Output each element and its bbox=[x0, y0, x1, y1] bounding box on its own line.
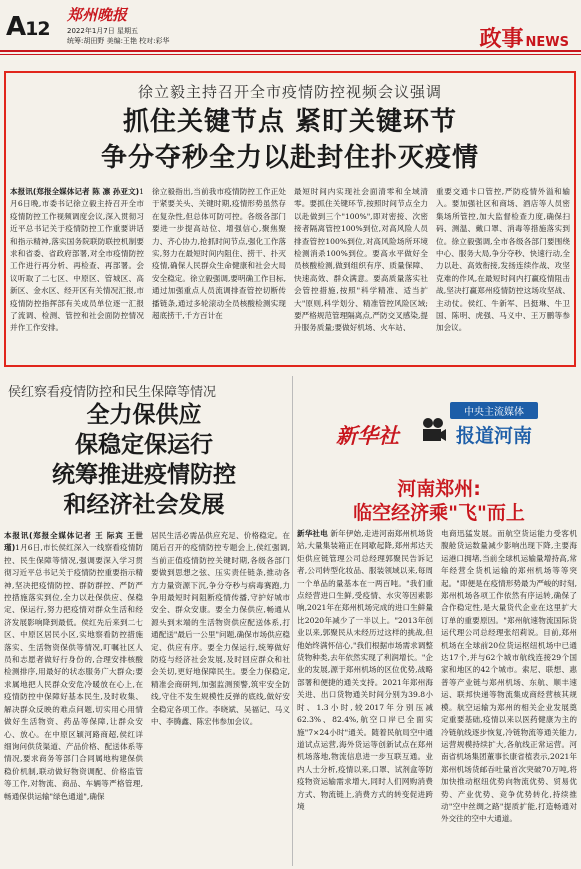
story2-headline-line1: 全力保供应 bbox=[86, 402, 202, 428]
lead-kicker: 徐立毅主持召开全市疫情防控视频会议强调 bbox=[137, 83, 442, 101]
lead-col-2: 徐立毅指出,当前我市疫情防控工作正处于紧要关头、关键时期,疫情形势虽然存在复杂性,但总体可防可控。各级各部门要进一步提高站位、增强信心,聚焦聚力、齐心协力,抢抓时间节点,强化工作落实,努力在最短时间内阻住、捞干、扑灭疫情,确保人民群众生命健康和社会大局安全稳定。徐立毅强调,要明确工作目标,通过加强重点人员流调排查管控切断传播链条,通过多轮滚动全员核酸检测实现超底捞干,千方百计在 bbox=[152, 187, 286, 321]
page-num: 12 bbox=[25, 18, 50, 40]
story3-col-1 bbox=[297, 528, 433, 864]
header-rule-thin bbox=[0, 54, 581, 55]
story3-kicker: 河南郑州: bbox=[397, 478, 481, 500]
lead-headline-line1: 抓住关键节点 紧盯关键环节 bbox=[122, 107, 458, 137]
story2-col-1-text: 1月6日,市长侯红深入一线察看疫情防控、民生保障等情况,强调要深入学习贯彻习近平总书记关于疫情防控重要指示精神,坚决把疫情防控、群防群控、严防严控措施落实到位,全力以赴保供应、保稳定、保运行,努力把疫情对群众生活和经济发展影响降到最低。侯红先后来到二七区、中原区居民小区,实地察看防控措施落实、生活物资保供等情况,叮嘱社区人员和志愿者做好行身份的,合理安排核酸检测排序,用最好的状态服务广大群众;要求属地把人民群众安危冷暖放在心上,在疫情防控中保障好基本民生,及时收集、解决群众反映的难点问题,切实用心用情做好生活物资、药品等保障,让群众安心、放心。在中原区颖河路商超,侯红详细询问供货渠道、产品价格、配送体系等情况,要求商务等部门合同属地构建保供稳价机制,联动做好物资调配、价格监管等工作,对物流、商品、车辆等严格管理,畅通保供运输"绿色通道",确保 bbox=[4, 543, 143, 801]
page-prefix: A bbox=[6, 12, 26, 42]
issue-date: 2022年1月7日 星期五 bbox=[67, 27, 138, 35]
column-divider bbox=[292, 376, 293, 866]
story3-col-1-text: 新年伊始,走进河南郑州机场货站,大量集装箱正在同歇起降,郑州邦达天炬供应链管理公司总经理郭聚民告诉记者,公司转型化妆品、服装领域以来,每周一个单品的量基本在一两百吨。"我们重点经营进口生鲜,受疫情、水灾等因素影响,2021年在郑州机场完成的进口生鲜量比2020年减少了一半以上。"2013年创业以来,郭聚民从未经历过这样的挑战,但他始终满怀信心,"我们根据市场需求调整货物种类,去年依然实现了利润增长。"企业的发展,源于郑州机场的区位优势,战略部署和便捷的通关支持。2021年郑州海关进、出口货物通关时间分别为39.8小时、1.3小时,较2017年分别压减62.3%、82.4%,航空口岸已全面实施"7×24小时"通关。随着民航局空中通道试点运营,海外货运等创新试点在郑州机场落地,物流信息进一步互联互通。业内人士分析,疫情以来,口罩、试剂盒等防疫物资运输需求增大,同时人们网购消费方式、物流链上,消费方式的转变促进跨境 bbox=[297, 529, 433, 811]
section-label bbox=[480, 22, 569, 53]
story2-headline-line3: 统筹推进疫情防控 bbox=[52, 462, 236, 488]
page-header bbox=[0, 0, 581, 58]
editors-line: 统筹:胡田野 美编:王艳 校对:彩华 bbox=[67, 37, 170, 45]
lead-headline bbox=[6, 104, 574, 176]
lead-col-1 bbox=[10, 186, 144, 361]
xinhua-logo: 新华社 bbox=[336, 423, 399, 448]
story3-col-2: 电商迅猛发展。而航空货运能力受客机腹舱货运数量减少影响出现下降,主要海运港口拥堵,当前全球机运输量增持高,常年经营全货机运输的郑州机场等等突起。"即便是在疫情形势最为严峻的时刻,郑州机场各项工作依然有序运转,确保了合作稳定性,是大量货代企业在这里扩大订单的重要原因。"郑州航速物流国际货运代理公司总经理张绍莉说。目前,郑州机场在全球前20位货运枢纽机场中已通达17个,并与62个城市航线连接29个国家和地区的42个城市。索尼、联想、惠普等产业链与郑州机场、东航、顺丰速运、联邦快递等物流集成商经营核其规模。航空运输为郑州的相关企业发展奠定重要基础,疫情以来以医药健康为主的冷链航线逐步恢复,冷链物流等通关能力,运营规模持续扩大,各航线正常运营。河南省机场集团董事长康省植表示,2021年郑州机场货邮吞吐量首次突破70万吨,将加快推动枢纽优势向物流优势、贸易优势、产业优势、竞争优势转化,持续推动"空中丝绸之路"提质扩能,打造畅通对外交往的空中大通道。 bbox=[441, 529, 577, 824]
story3-byline: 新华社电 bbox=[297, 529, 328, 538]
header-info bbox=[67, 26, 170, 46]
lead-col-1-text: 1月6日晚,市委书记徐立毅主持召开全市疫情防控工作视频调度会议,深入贯彻习近平总书记关于疫情防控工作重要讲话和指示精神,落实国务院联防联控机制要求和省委、省政府部署,对全市疫情防控工作进行再分析、再检查、再部署。会议听取了二七区、中原区、管城区、高新区、金水区、经开区有关情况汇报,市疫情防控指挥部有关成员单位逐一汇报了流调、检测、管控和社会面防控情况并作工作安排。 bbox=[10, 187, 144, 333]
media-badge bbox=[450, 402, 538, 452]
lead-col-3: 最短时间内实现社会面清零和全域清零。要抓住关键环节,按照时间节点全力以赴做到三个"100%",即对密接、次密接者隔离管控100%到位,对高风险人员排查管控100%到位,对高风险场所环境检测消杀100%到位。要高水平做好全员核酸检测,做到组织有序、质量保障、快速高效、群众满意。要高质量落实社会管控措施,按照"科学精准、适当扩大"原则,科学划分、精准管控风险区域;要严格规范管理隔离点,严防交叉感染,提升服务质量;要做好机场、火车站、 bbox=[294, 187, 428, 333]
section-en: NEWS bbox=[525, 35, 569, 50]
header-rule bbox=[0, 50, 581, 52]
badge-top-text: 中央主流媒体 bbox=[450, 402, 538, 419]
lead-byline: 本报讯(郑报全媒体记者 陈 凛 孙亚文) bbox=[10, 187, 140, 196]
badge-main-text: 报道河南 bbox=[455, 425, 532, 447]
story2-byline: 本报讯(郑报全媒体记者 王 际宾 王世瑾) bbox=[4, 531, 143, 553]
page-number bbox=[6, 12, 50, 42]
story2-headline bbox=[14, 400, 274, 520]
story2-headline-line2: 保稳定保运行 bbox=[75, 432, 213, 458]
story2-col-1 bbox=[4, 530, 143, 862]
story3-headline: 临空经济乘"飞"而上 bbox=[353, 502, 525, 524]
lead-headline-line2: 争分夺秒全力以赴封住扑灭疫情 bbox=[100, 143, 479, 173]
story2-col-2: 居民生活必需品供应充足、价格稳定。在随后召开的疫情防控专题会上,侯红强调,当前正值疫情防控关键时期,各级各部门要做到思想之弦、压实责任链条,推动各方力量资源下沉,争分夺秒与病毒赛跑,力争用最短时间阻断疫情传播,守护好城市安全、群众安康。要全力保供应,畅通从源头到末端的生活物资供应配送体系,打通配送"最后一公里"问题,确保市场供应稳定、供应有序。要全力保运行,统筹做好防疫与经济社会发展,及时回应群众和社会关切,更好地保障民生。要全力保稳定,精准会商研判,加强监测预警,筑牢安全防线,守住不发生规模性反弹的底线,做好安全稳定各项工作。李晓斌、吴福记、马义中、李腾鑫、陈宏伟参加会议。 bbox=[151, 531, 290, 727]
story2-kicker: 侯红察看疫情防控和民生保障等情况 bbox=[8, 385, 217, 400]
story3-body bbox=[297, 528, 577, 864]
lead-col-4: 重要交通卡口管控,严防疫情外溢和输入。要加强社区和商场、酒店等人员密集场所管控,加大监督检查力度,确保扫码、测温、戴口罩、消毒等措施落实到位。徐立毅强调,全市各级各部门要围绕中心、服务大局,争分夺秒、快速行动,全力以赴、高效衔接,发扬连续作战、攻坚克难的作风,在最短时间内打赢疫情阻击战,坚决打赢郑州疫情防控这场攻坚战、主动仗。侯红、牛新军、吕挺琳、牛卫国、陈明、虎强、马义中、王万鹏等参加会议。 bbox=[436, 187, 570, 333]
section-zh: 政事 bbox=[479, 27, 524, 52]
camera-icon bbox=[420, 416, 446, 446]
story2-headline-line4: 和经济社会发展 bbox=[63, 492, 225, 518]
lead-story-box bbox=[4, 71, 576, 367]
story2-body bbox=[4, 530, 290, 862]
masthead-logo: 郑州晚报 bbox=[67, 6, 128, 24]
lead-body bbox=[10, 186, 570, 361]
